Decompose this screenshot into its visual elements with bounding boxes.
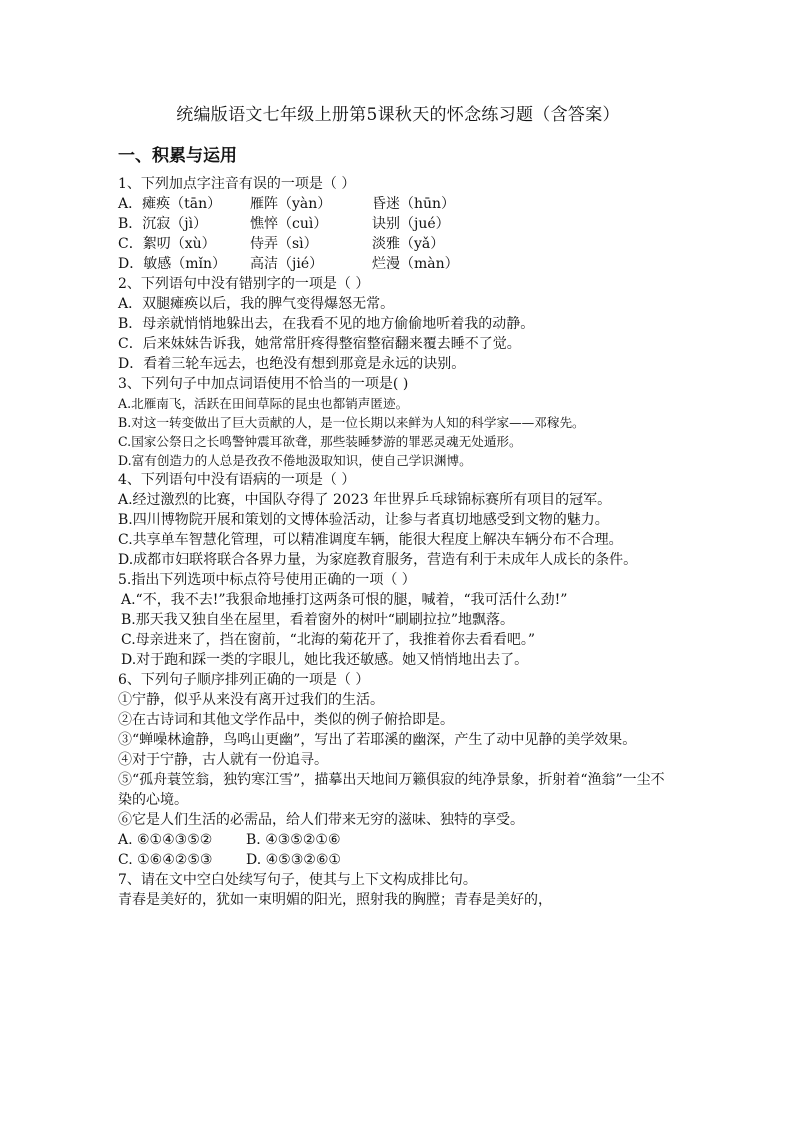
question-5-option-c: C.母亲进来了，挡在窗前，“北海的菊花开了，我推着你去看看吧。” (121, 632, 535, 648)
question-3-stem: 3、下列句子中加点词语使用不恰当的一项是( ) (118, 376, 409, 392)
question-7-stem: 7、请在文中空白处续写句子，使其与上下文构成排比句。 (118, 872, 477, 888)
question-6-choices-cd: C. ①⑥④②⑤③ D. ④⑤③②⑥① (118, 852, 341, 868)
question-1-option-c: C．絮叨（xù） 侍弄（sì） 淡雅（yǎ） (118, 236, 445, 252)
question-2-option-a: A．双腿瘫痪以后，我的脾气变得爆怒无常。 (118, 296, 395, 312)
question-6-choices-ab: A. ⑥①④③⑤② B. ④③⑤②①⑥ (118, 832, 341, 848)
question-4-option-d: D.成都市妇联将联合各界力量，为家庭教育服务，营造有利于未成年人成长的条件。 (118, 552, 638, 568)
question-6-stem: 6、下列句子顺序排列正确的一项是（ ） (118, 672, 370, 688)
question-6-item-6: ⑥它是人们生活的必需品，给人们带来无穷的滋味、独特的享受。 (118, 812, 524, 828)
section-heading: 一、积累与运用 (118, 146, 237, 166)
question-1-option-a: A．瘫痪（tān） 雁阵（yàn） 昏迷（hūn） (118, 196, 456, 212)
question-3-option-d: D.富有创造力的人总是孜孜不倦地汲取知识，使自己学识渊博。 (118, 453, 472, 468)
question-4-stem: 4、下列语句中没有语病的一项是（ ） (118, 472, 356, 488)
question-2-stem: 2、下列语句中没有错别字的一项是（ ） (118, 276, 370, 292)
question-4-option-a: A.经过激烈的比赛，中国队夺得了 2023 年世界乒乓球锦标赛所有项目的冠军。 (118, 492, 612, 508)
question-1-option-b: B．沉寂（jì） 憔悴（cuì） 诀别（jué） (118, 216, 450, 232)
question-5-option-d: D.对于跑和踩一类的字眼儿，她比我还敏感。她又悄悄地出去了。 (121, 652, 529, 668)
question-4-option-c: C.共享单车智慧化管理，可以精准调度车辆，能很大程度上解决车辆分布不合理。 (118, 532, 623, 548)
question-4-option-b: B.四川博物院开展和策划的文博体验活动，让参与者真切地感受到文物的魅力。 (118, 512, 609, 528)
question-6-item-4: ④对于宁静，古人就有一份追寻。 (118, 752, 328, 768)
question-2-option-b: B．母亲就悄悄地躲出去，在我看不见的地方偷偷地听着我的动静。 (118, 316, 535, 332)
document-title: 统编版语文七年级上册第5课秋天的怀念练习题（含答案） (176, 105, 620, 125)
question-3-option-b: B.对这一转变做出了巨大贡献的人，是一位长期以来鲜为人知的科学家——邓稼先。 (118, 415, 585, 430)
question-6-item-1: ①宁静，似乎从来没有离开过我们的生活。 (118, 692, 384, 708)
question-1-stem: 1、下列加点字注音有误的一项是（ ） (118, 176, 356, 192)
question-1-option-d: D．敏感（mǐn） 高洁（jié） 烂漫（màn） (118, 256, 459, 272)
document-page (118, 102, 678, 910)
question-5-option-a: A.“不，我不去!”我狠命地捶打这两条可恨的腿，喊着，“我可活什么劲!” (121, 592, 568, 608)
question-6-item-5: ⑤“孤舟蓑笠翁，独钓寒江雪”，描摹出天地间万籁俱寂的纯净景象，折射着“渔翁”一尘不染的心境。 (118, 772, 665, 808)
question-2-option-d: D．看着三轮车远去，也绝没有想到那竟是永远的诀别。 (118, 356, 466, 372)
question-2-option-c: C．后来妹妹告诉我，她常常肝疼得整宿整宿翻来覆去睡不了觉。 (118, 336, 521, 352)
question-6-item-3: ③“蝉噪林逾静，鸟鸣山更幽”，写出了若耶溪的幽深，产生了动中见静的美学效果。 (118, 732, 637, 748)
question-5-option-b: B.那天我又独自坐在屋里，看着窗外的树叶“刷刷拉拉”地飘落。 (121, 612, 515, 628)
question-3-option-a: A.北雁南飞，活跃在田间草际的昆虫也都销声匿迹。 (118, 396, 409, 411)
question-5-stem: 5.指出下列选项中标点符号使用正确的一项（ ） (118, 572, 416, 588)
question-7-text: 青春是美好的，犹如一束明媚的阳光，照射我的胸膛；青春是美好的， (118, 892, 552, 908)
question-3-option-c: C.国家公祭日之长鸣警钟震耳欲聋，那些装睡梦游的罪恶灵魂无处遁形。 (118, 434, 522, 449)
question-6-item-2: ②在古诗词和其他文学作品中，类似的例子俯拾即是。 (118, 712, 454, 728)
